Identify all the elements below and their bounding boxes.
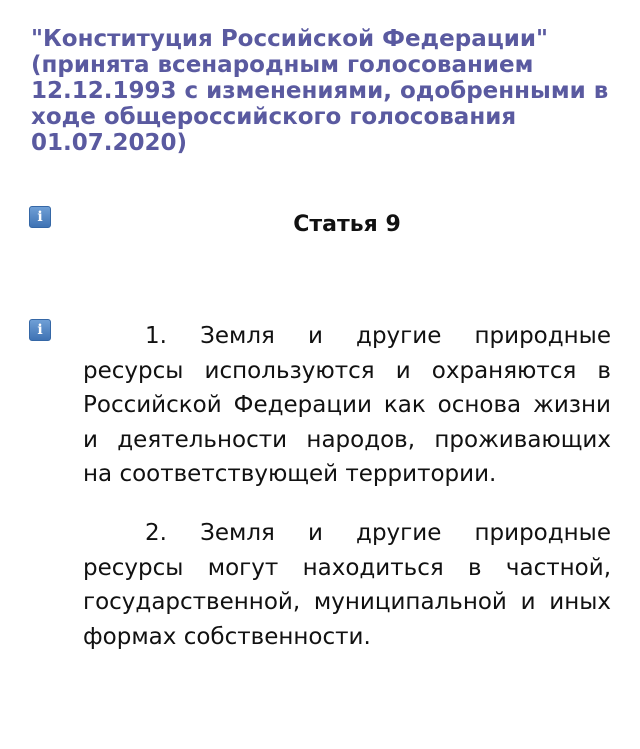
info-icon[interactable]: i	[29, 319, 51, 341]
document-title: "Конституция Российской Федерации" (принята всенародным голосованием 12.12.1993 с изменениями, одобренными в ходе общероссийского голосования 01.07.2020)	[31, 26, 609, 156]
article-paragraph-1: 1. Земля и другие природные ресурсы используются и охраняются в Российской Федерации как основа жизни и деятельности народов, проживающих на соответствующей территории.	[83, 323, 611, 488]
article-body	[83, 319, 611, 678]
article-heading: Статья 9	[293, 212, 401, 237]
info-icon[interactable]: i	[29, 206, 51, 228]
article-paragraph-2: 2. Земля и другие природные ресурсы могут находиться в частной, государственной, муниципальной и иных формах собственности.	[83, 519, 611, 650]
